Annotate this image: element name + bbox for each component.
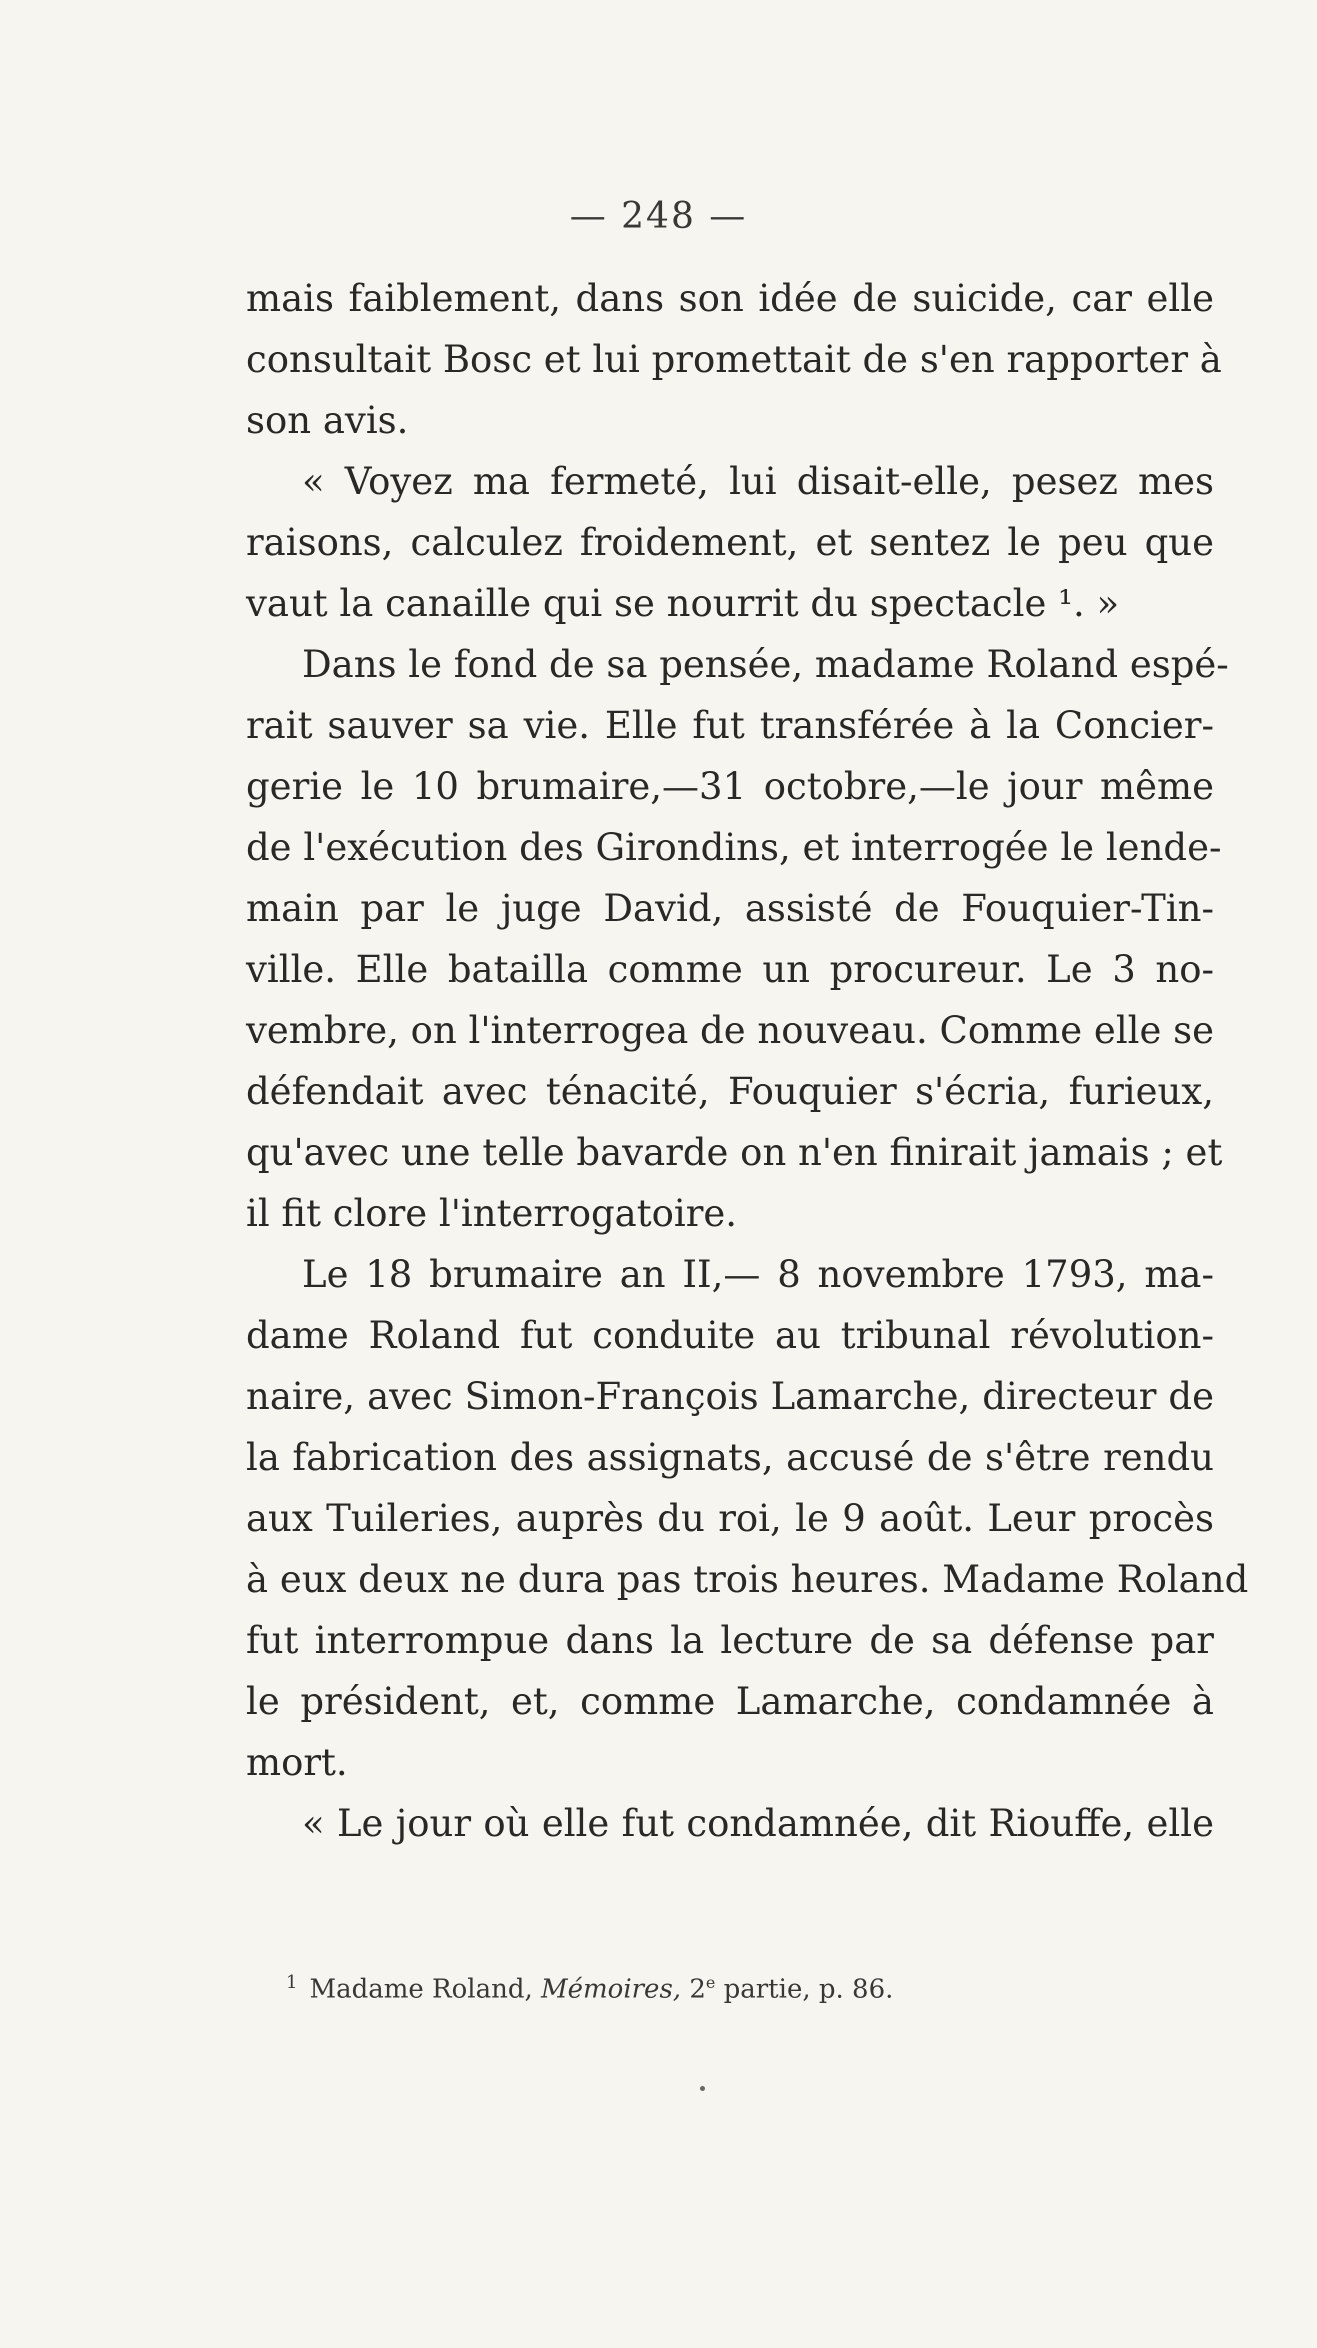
text-line: la fabrication des assignats, accusé de s'être rendu [246,1436,1214,1479]
text-line: rait sauver sa vie. Elle fut transférée à la Concier- [246,704,1214,747]
body-text [246,268,1249,1854]
text-line: raisons, calculez froidement, et sentez le peu que [246,521,1214,564]
text-line: de l'exécution des Girondins, et interrogée le lende- [246,826,1222,869]
text-line: ville. Elle batailla comme un procureur. Le 3 no- [246,948,1214,991]
text-line: Dans le fond de sa pensée, madame Roland espé- [302,643,1229,686]
text-line: son avis. [246,399,409,442]
text-line: consultait Bosc et lui promettait de s'en rapporter à [246,338,1222,381]
text-line: « Le jour où elle fut condamnée, dit Riouffe, elle [302,1802,1214,1845]
text-line: naire, avec Simon-François Lamarche, directeur de [246,1375,1214,1418]
footnote-part-number: 2 [689,1974,706,2005]
text-line: défendait avec ténacité, Fouquier s'écria, furieux, [246,1070,1214,1113]
text-line: mais faiblement, dans son idée de suicide, car elle [246,277,1214,320]
footnote-part-suffix: e [705,1973,716,1992]
text-line: qu'avec une telle bavarde on n'en finirait jamais ; et [246,1131,1223,1174]
text-line: fut interrompue dans la lecture de sa défense par [246,1619,1214,1662]
text-line: main par le juge David, assisté de Fouquier-Tin- [246,887,1214,930]
text-line: mort. [246,1741,348,1784]
footnote-marker: 1 [286,1972,298,1993]
text-line: dame Roland fut conduite au tribunal révolution- [246,1314,1214,1357]
text-line: aux Tuileries, auprès du roi, le 9 août. Leur procès [246,1497,1214,1540]
text-line: à eux deux ne dura pas trois heures. Madame Roland [246,1558,1249,1601]
text-line: vembre, on l'interrogea de nouveau. Comme elle se [246,1009,1215,1052]
text-line: vaut la canaille qui se nourrit du spectacle ¹. » [246,582,1120,625]
footnote-author: Madame Roland, [309,1974,533,2005]
text-line: gerie le 10 brumaire,—31 octobre,—le jour même [246,765,1214,808]
footnote-work: Mémoires, [541,1974,682,2005]
footnote-rest: partie, p. 86. [723,1974,894,2005]
page-number: — 248 — [569,196,748,237]
footnote [286,1972,893,2005]
text-line: le président, et, comme Lamarche, condamnée à [246,1680,1214,1723]
paper-speck [700,2086,705,2091]
text-line: Le 18 brumaire an II,— 8 novembre 1793, ma- [302,1253,1214,1296]
text-line: « Voyez ma fermeté, lui disait-elle, pesez mes [302,460,1214,503]
text-line: il fit clore l'interrogatoire. [246,1192,738,1235]
